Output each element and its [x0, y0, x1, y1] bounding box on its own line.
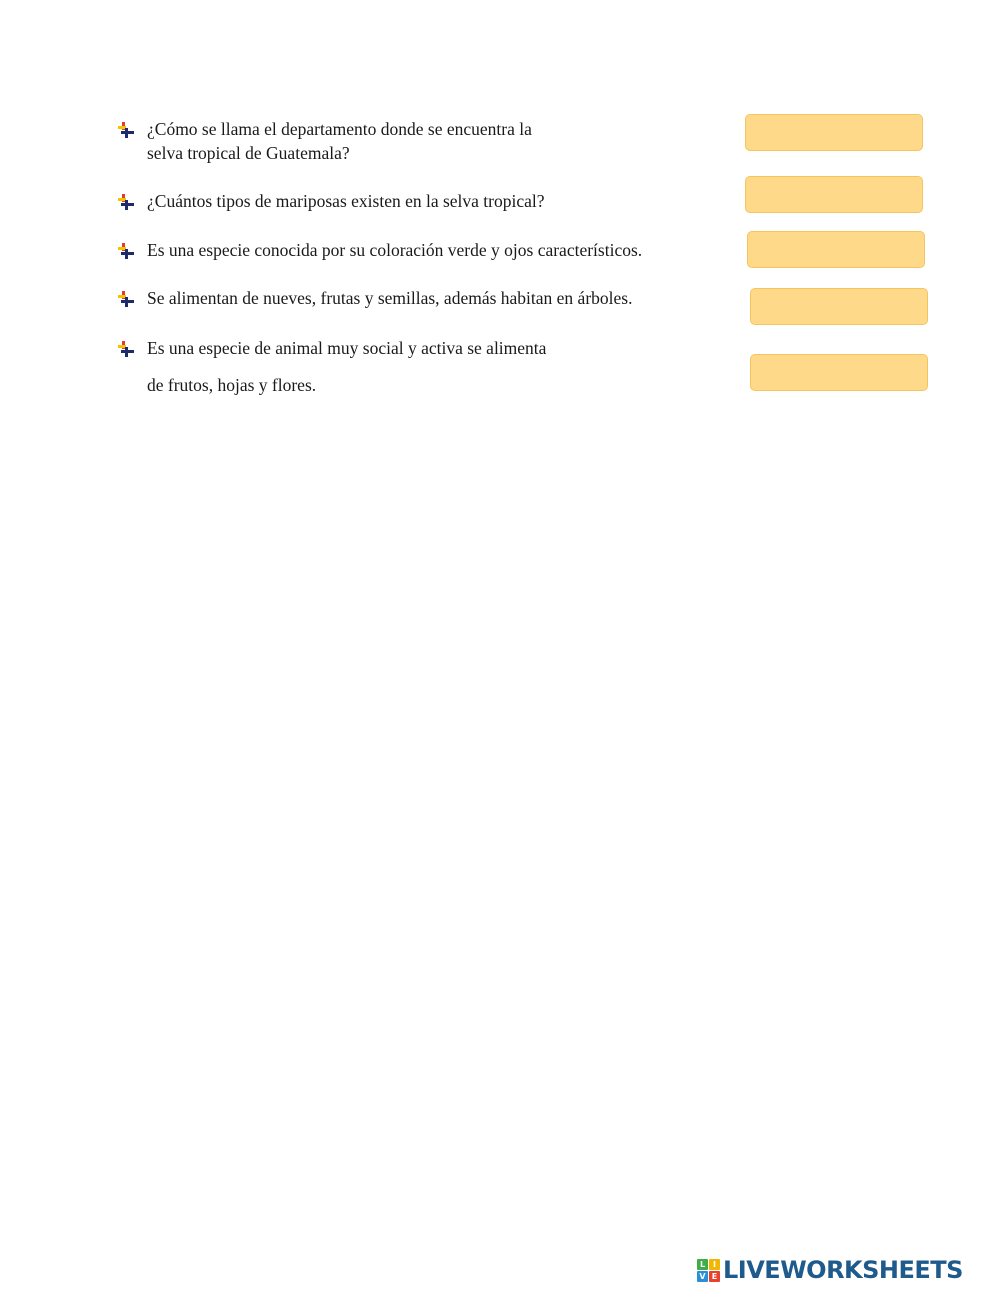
brand-name: LIVEWORKSHEETS — [723, 1256, 963, 1284]
logo-letter: E — [709, 1271, 720, 1282]
question-text — [147, 238, 642, 262]
question-text — [147, 189, 545, 213]
question-text — [147, 117, 532, 165]
logo-letter: V — [697, 1271, 708, 1282]
question-line: de frutos, hojas y flores. — [147, 375, 317, 395]
bullet-icon — [118, 243, 134, 259]
bullet-icon — [118, 291, 134, 307]
answer-input-3[interactable] — [747, 231, 925, 268]
question-line: ¿Cuántos tipos de mariposas existen en la selva tropical? — [147, 191, 545, 211]
answer-input-4[interactable] — [750, 288, 928, 325]
answer-input-5[interactable] — [750, 354, 928, 391]
question-text — [147, 330, 546, 404]
liveworksheets-logo — [697, 1256, 963, 1284]
logo-letter: I — [709, 1259, 720, 1270]
bullet-icon — [118, 122, 134, 138]
question-text — [147, 286, 632, 310]
question-line: Es una especie de animal muy social y activa se alimenta — [147, 338, 547, 358]
question-line: Se alimentan de nueves, frutas y semillas, además habitan en árboles. — [147, 288, 633, 308]
answer-input-2[interactable] — [745, 176, 923, 213]
question-line: selva tropical de Guatemala? — [147, 143, 350, 163]
bullet-icon — [118, 194, 134, 210]
bullet-icon — [118, 341, 134, 357]
question-line: Es una especie conocida por su coloración verde y ojos característicos. — [147, 240, 643, 260]
answer-input-1[interactable] — [745, 114, 923, 151]
logo-letter: L — [697, 1259, 708, 1270]
liveworksheets-logo-icon — [697, 1259, 720, 1282]
question-line: ¿Cómo se llama el departamento donde se encuentra la — [147, 119, 532, 139]
